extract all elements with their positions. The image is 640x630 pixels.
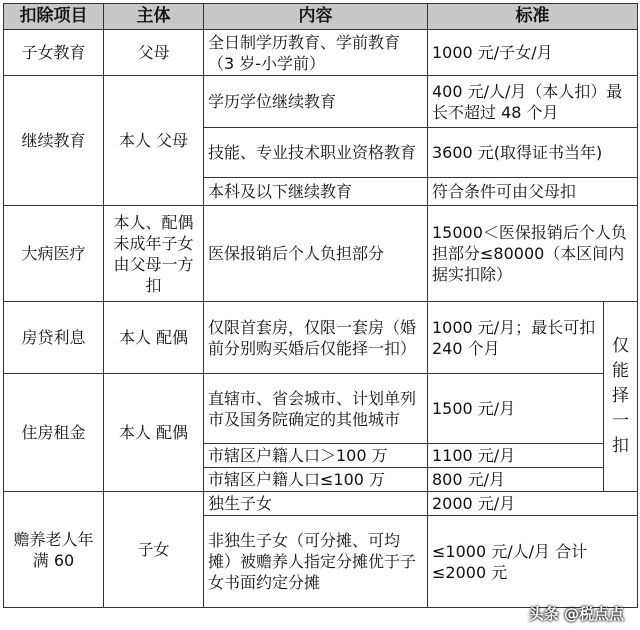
item-continuing-edu: 继续教育 xyxy=(4,76,104,206)
item-elderly: 赡养老人年满 60 xyxy=(4,492,104,608)
content-continuing-edu-2: 技能、专业技术职业资格教育 xyxy=(204,128,428,178)
item-serious-illness: 大病医疗 xyxy=(4,206,104,302)
subject-mortgage: 本人 配偶 xyxy=(104,302,204,374)
standard-continuing-edu-3: 符合条件可由父母扣 xyxy=(428,178,638,206)
table-row xyxy=(4,76,638,128)
table-row xyxy=(4,492,638,516)
subject-rent: 本人 配偶 xyxy=(104,374,204,492)
deduction-table-wrapper xyxy=(3,3,638,608)
standard-continuing-edu-2: 3600 元(取得证书当年) xyxy=(428,128,638,178)
header-item: 扣除项目 xyxy=(4,4,104,30)
content-continuing-edu-3: 本科及以下继续教育 xyxy=(204,178,428,206)
table-row xyxy=(4,302,638,374)
table-header-row xyxy=(4,4,638,30)
table-row xyxy=(4,206,638,302)
source-watermark: 头条 @税点点 xyxy=(528,605,624,623)
standard-mortgage: 1000 元/月；最长可扣 240 个月 xyxy=(428,302,604,374)
standard-children-edu: 1000 元/子女/月 xyxy=(428,30,638,76)
subject-serious-illness: 本人、配偶未成年子女由父母一方扣 xyxy=(104,206,204,302)
content-mortgage: 仅限首套房，仅限一套房（婚前分别购买婚后仅能择一扣） xyxy=(204,302,428,374)
content-serious-illness: 医保报销后个人负担部分 xyxy=(204,206,428,302)
item-rent: 住房租金 xyxy=(4,374,104,492)
content-elderly-1: 独生子女 xyxy=(204,492,428,516)
header-subject: 主体 xyxy=(104,4,204,30)
standard-continuing-edu-1: 400 元/人/月（本人扣）最长不超过 48 个月 xyxy=(428,76,638,128)
content-rent-3: 市辖区户籍人口≤100 万 xyxy=(204,468,428,492)
subject-children-edu: 父母 xyxy=(104,30,204,76)
choose-one-note: 仅能择一扣 xyxy=(604,302,638,492)
header-standard: 标准 xyxy=(428,4,638,30)
table-row xyxy=(4,374,638,444)
standard-rent-3: 800 元/月 xyxy=(428,468,604,492)
content-rent-1: 直辖市、省会城市、计划单列市及国务院确定的其他城市 xyxy=(204,374,428,444)
standard-serious-illness: 15000＜医保报销后个人负担部分≤80000（本区间内据实扣除） xyxy=(428,206,638,302)
content-elderly-2: 非独生子女（可分摊、可均摊）被赡养人指定分摊优于子女书面约定分摊 xyxy=(204,516,428,608)
content-rent-2: 市辖区户籍人口＞100 万 xyxy=(204,444,428,468)
subject-continuing-edu: 本人 父母 xyxy=(104,76,204,206)
header-content: 内容 xyxy=(204,4,428,30)
table-row xyxy=(4,30,638,76)
item-children-edu: 子女教育 xyxy=(4,30,104,76)
subject-elderly: 子女 xyxy=(104,492,204,608)
standard-elderly-2: ≤1000 元/人/月 合计≤2000 元 xyxy=(428,516,638,608)
item-mortgage: 房贷利息 xyxy=(4,302,104,374)
tax-deduction-table xyxy=(3,3,638,608)
standard-rent-2: 1100 元/月 xyxy=(428,444,604,468)
standard-rent-1: 1500 元/月 xyxy=(428,374,604,444)
standard-elderly-1: 2000 元/月 xyxy=(428,492,638,516)
content-children-edu: 全日制学历教育、学前教育（3 岁-小学前） xyxy=(204,30,428,76)
content-continuing-edu-1: 学历学位继续教育 xyxy=(204,76,428,128)
